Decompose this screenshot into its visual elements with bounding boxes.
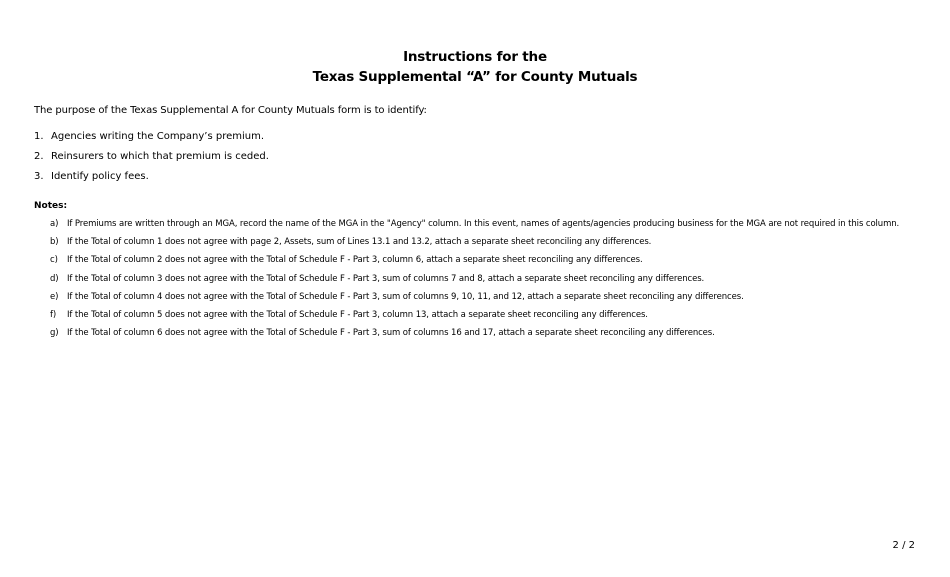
- purpose-text: Identify policy fees.: [51, 171, 149, 182]
- notes-list: [50, 219, 899, 346]
- page-number: 2 / 2: [892, 540, 915, 551]
- note-item: [50, 292, 899, 310]
- note-text: If the Total of column 3 does not agree with the Total of Schedule F - Part 3, sum of columns 7 and 8, attach a separate sheet reconciling any differences.: [67, 273, 705, 284]
- note-letter: a): [50, 219, 59, 229]
- notes-heading: Notes:: [34, 201, 68, 211]
- note-text: If the Total of column 2 does not agree with the Total of Schedule F - Part 3, column 6, attach a separate sheet reconciling any differences.: [67, 255, 643, 266]
- intro-paragraph: The purpose of the Texas Supplemental A for County Mutuals form is to identify:: [34, 105, 427, 116]
- note-letter: c): [50, 255, 58, 266]
- note-item: [50, 274, 899, 292]
- purpose-text: Agencies writing the Company’s premium.: [51, 131, 265, 142]
- note-letter: e): [50, 291, 59, 302]
- purpose-number: 2.: [34, 151, 44, 162]
- note-letter: d): [50, 273, 59, 284]
- purpose-list: [34, 130, 269, 190]
- note-item: [50, 310, 899, 328]
- document-title-line-2: Texas Supplemental “A” for County Mutuals: [312, 69, 638, 85]
- purpose-text: Reinsurers to which that premium is ceded.: [51, 151, 269, 162]
- note-text: If the Total of column 6 does not agree with the Total of Schedule F - Part 3, sum of columns 16 and 17, attach a separate sheet reconciling any differences.: [67, 328, 715, 339]
- note-item: [50, 328, 899, 346]
- note-letter: g): [50, 328, 59, 339]
- note-item: [50, 237, 899, 255]
- note-letter: f): [50, 309, 57, 320]
- note-text: If the Total of column 4 does not agree with the Total of Schedule F - Part 3, sum of columns 9, 10, 11, and 12, attach a separate sheet reconciling any differences.: [67, 291, 744, 302]
- note-letter: b): [50, 237, 59, 248]
- document-title-line-1: Instructions for the: [403, 49, 547, 65]
- note-text: If the Total of column 5 does not agree with the Total of Schedule F - Part 3, column 13, attach a separate sheet reconciling any differences.: [67, 309, 648, 320]
- note-item: [50, 219, 899, 237]
- purpose-item: [34, 130, 269, 150]
- purpose-number: 1.: [34, 131, 44, 142]
- purpose-item: [34, 170, 269, 190]
- purpose-number: 3.: [34, 171, 44, 182]
- note-text: If Premiums are written through an MGA, record the name of the MGA in the "Agency" column. In this event, names of agents/agencies producing business for the MGA are not required in this column.: [67, 219, 900, 229]
- note-text: If the Total of column 1 does not agree with page 2, Assets, sum of Lines 13.1 and 13.2, attach a separate sheet reconciling any differences.: [67, 237, 652, 248]
- purpose-item: [34, 150, 269, 170]
- note-item: [50, 255, 899, 273]
